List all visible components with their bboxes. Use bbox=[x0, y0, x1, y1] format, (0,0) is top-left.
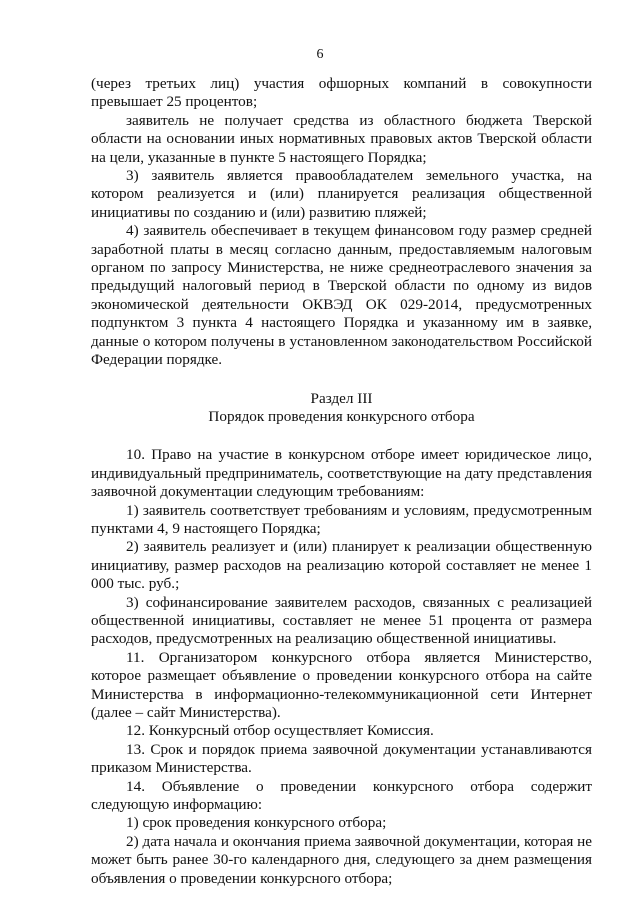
page-number: 6 bbox=[316, 47, 324, 62]
paragraph: 10. Право на участие в конкурсном отборе имеет юридическое лицо, индивидуальный предприниматель, соответствующие на дату представления заявочной документации следующим требованиям: bbox=[91, 446, 592, 501]
paragraph: 13. Срок и порядок приема заявочной документации устанавливаются приказом Министерства. bbox=[91, 740, 592, 777]
document-body bbox=[91, 75, 592, 888]
section-number: Раздел III bbox=[310, 389, 373, 407]
paragraph: 1) срок проведения конкурсного отбора; bbox=[126, 814, 387, 832]
section-title: Порядок проведения конкурсного отбора bbox=[208, 407, 475, 425]
paragraph: 2) дата начала и окончания приема заявочной документации, которая не может быть ранее 30-го календарного дня, следующего за днем размещения объявления о проведении конкурсного отбора; bbox=[91, 832, 592, 887]
paragraph: заявитель не получает средства из областного бюджета Тверской области на основании иных нормативных правовых актов Тверской области на цели, указанные в пункте 5 настоящего Порядка; bbox=[91, 111, 592, 166]
paragraph: 14. Объявление о проведении конкурсного отбора содержит следующую информацию: bbox=[91, 777, 592, 814]
paragraph: 4) заявитель обеспечивает в текущем финансовом году размер средней заработной платы в месяц согласно данным, предоставляемым налоговым органом по запросу Министерства, не ниже среднеотраслевого значения за предыдущий налоговый период в Тверской области по одному из видов экономической деятельности ОКВЭД ОК 029-2014, предусмотренных подпунктом 3 пункта 4 настоящего Порядка и указанному им в заявке, данные о котором получены в установленном законодательством Российской Федерации порядке. bbox=[91, 222, 592, 369]
paragraph: 11. Организатором конкурсного отбора является Министерство, которое размещает объявление о проведении конкурсного отбора на сайте Министерства в информационно-телекоммуникационной сети Интернет (далее – сайт Министерства). bbox=[91, 648, 592, 721]
paragraph: 1) заявитель соответствует требованиям и условиям, предусмотренным пунктами 4, 9 настоящего Порядка; bbox=[91, 501, 592, 537]
paragraph: 3) заявитель является правообладателем земельного участка, на котором реализуется и (или) планируется реализация общественной инициативы по созданию и (или) развитию пляжей; bbox=[91, 167, 592, 221]
paragraph: 2) заявитель реализует и (или) планирует к реализации общественную инициативу, размер расходов на реализацию которой составляет не менее 1 000 тыс. руб.; bbox=[91, 538, 592, 593]
paragraph: 12. Конкурсный отбор осуществляет Комиссия. bbox=[126, 722, 434, 740]
paragraph: (через третьих лиц) участия офшорных компаний в совокупности превышает 25 процентов; bbox=[91, 75, 592, 111]
paragraph: 3) софинансирование заявителем расходов, связанных с реализацией общественной инициативы, составляет не менее 51 процента от размера расходов, предусмотренных на реализацию общественной инициативы. bbox=[91, 593, 592, 648]
